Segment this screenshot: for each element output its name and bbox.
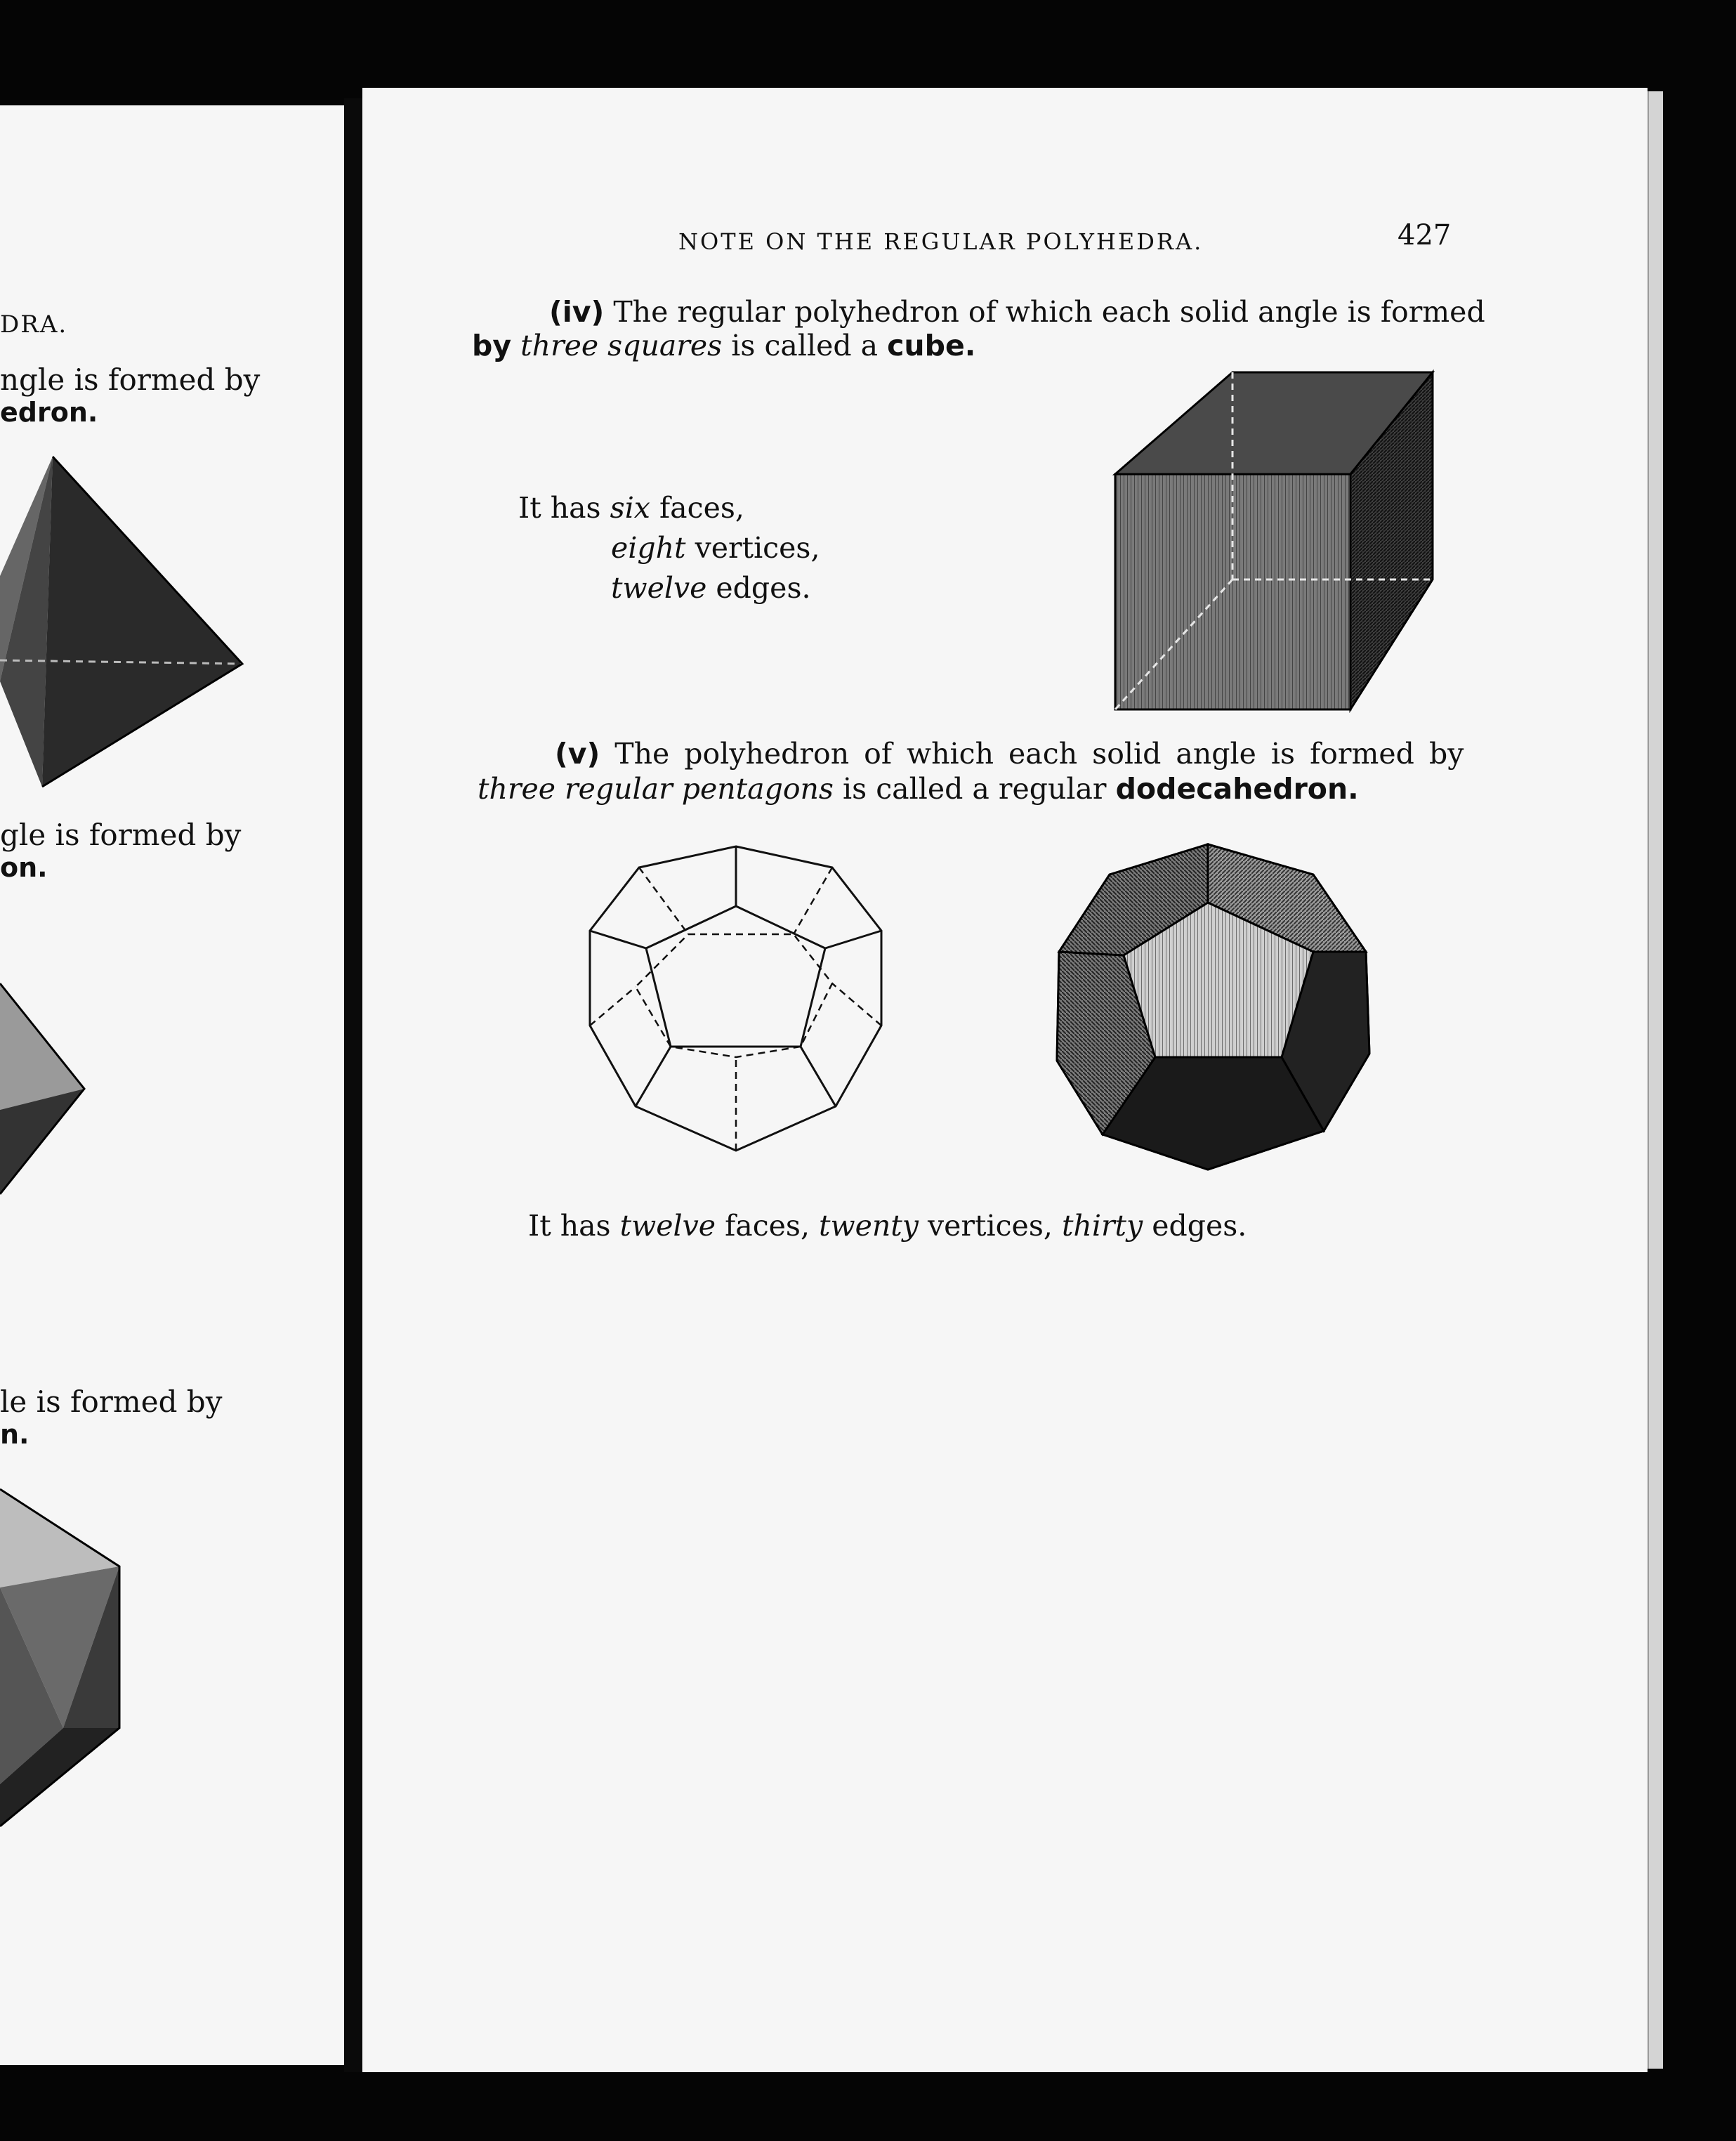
left-para1-line2: edron.	[0, 397, 98, 428]
left-para2-line1: gle is formed by	[0, 818, 242, 852]
icosahedron-figure	[0, 1475, 126, 1840]
cube-figure	[1110, 365, 1440, 716]
left-para3-line2: n.	[0, 1419, 29, 1450]
right-page	[362, 88, 1648, 2072]
dodeca-definition-line1	[555, 737, 1464, 771]
cube-line2-mid: is called a	[731, 329, 879, 362]
term-dodecahedron: dodecahedron.	[1115, 772, 1359, 806]
section-tag-iv: (iv)	[549, 295, 605, 329]
dodecahedron-shaded-figure	[1053, 836, 1376, 1173]
dodeca-three-pentagons: three regular pentagons	[478, 772, 834, 806]
book-gutter	[344, 98, 362, 2072]
cube-three-squares: three squares	[520, 329, 723, 362]
dodeca-line2-mid: is called a regular	[843, 772, 1107, 806]
cube-prop-faces: It has six faces,	[518, 491, 744, 525]
running-head: NOTE ON THE REGULAR POLYHEDRA.	[678, 228, 1204, 255]
left-para2-line2: on.	[0, 852, 48, 883]
page-number: 427	[1398, 219, 1452, 251]
cube-definition-line2	[472, 329, 976, 362]
page-stack-edge	[1648, 91, 1663, 2069]
cube-line2-by: by	[472, 329, 512, 362]
section-tag-v: (v)	[555, 737, 600, 771]
left-para3-line1: le is formed by	[0, 1384, 223, 1419]
term-cube: cube.	[887, 329, 976, 362]
cube-line1-text: The regular polyhedron of which each solid angle is formed	[613, 295, 1485, 329]
left-running-head-fragment: DRA.	[0, 310, 68, 339]
dodeca-line1-text: The polyhedron of which each solid angle is formed by	[614, 737, 1464, 771]
cube-prop-edges: twelve edges.	[611, 571, 811, 605]
tetrahedron-figure	[0, 450, 253, 794]
cube-prop-vertices: eight vertices,	[611, 531, 820, 565]
octahedron-figure	[0, 969, 98, 1201]
cube-definition-line1	[549, 295, 1485, 329]
left-para1-line1: ngle is formed by	[0, 362, 261, 397]
dodeca-definition-line2	[478, 772, 1359, 806]
dodeca-properties: It has twelve faces, twenty vertices, thirty edges.	[528, 1209, 1247, 1243]
dodecahedron-outline-figure	[565, 836, 902, 1187]
